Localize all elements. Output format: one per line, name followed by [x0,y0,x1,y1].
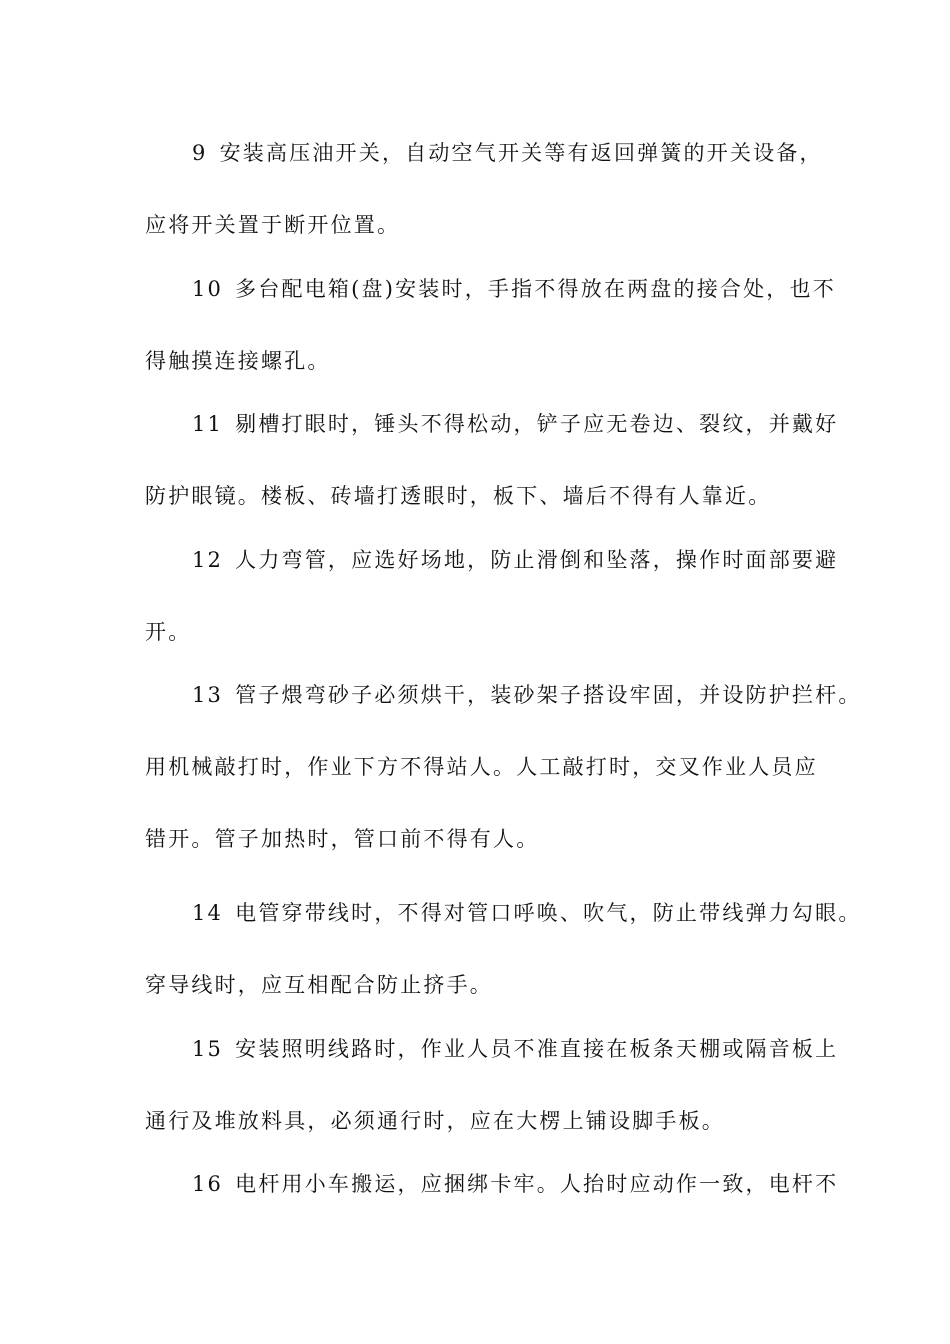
item-10-first-line [0,274,950,304]
item-16-text: 电杆用小车搬运，应捆绑卡牢。人抬时应动作一致，电杆不 [235,1172,839,1196]
item-14-text: 电管穿带线时，不得对管口呼唤、吹气，防止带线弹力勾眼。 [235,901,862,925]
item-9-first-line [0,138,950,168]
item-11-number: 11 [192,412,224,436]
item-10-cont-line: 得触摸连接螺孔。 [145,349,331,373]
item-15-text: 安装照明线路时，作业人员不准直接在板条天棚或隔音板上 [235,1037,839,1061]
item-14-first-line [0,898,950,928]
item-11-first-line [0,409,950,439]
item-13-cont-line-1: 用机械敲打时，作业下方不得站人。人工敲打时，交叉作业人员应 [145,755,818,779]
item-9-cont-line: 应将开关置于断开位置。 [145,213,401,237]
item-12-cont-line: 开。 [145,620,192,644]
item-14-number: 14 [192,901,224,925]
item-9-text: 安装高压油开关，自动空气开关等有返回弹簧的开关设备， [219,141,823,165]
item-16-first-line [0,1169,950,1199]
item-13-text: 管子煨弯砂子必须烘干，装砂架子搭设牢固，并设防护拦杆。 [235,683,862,707]
item-12-number: 12 [192,548,224,572]
item-10-text: 多台配电箱(盘)安装时，手指不得放在两盘的接合处，也不 [235,277,836,301]
item-11-text: 剔槽打眼时，锤头不得松动，铲子应无卷边、裂纹，并戴好 [235,412,839,436]
item-10-number: 10 [192,277,224,301]
item-16-number: 16 [192,1172,224,1196]
item-15-cont-line: 通行及堆放料具，必须通行时，应在大楞上铺设脚手板。 [145,1109,725,1133]
item-15-first-line [0,1034,950,1064]
item-12-text: 人力弯管，应选好场地，防止滑倒和坠落，操作时面部要避 [235,548,839,572]
item-14-cont-line: 穿导线时，应互相配合防止挤手。 [145,973,493,997]
item-15-number: 15 [192,1037,224,1061]
item-12-first-line [0,545,950,575]
item-13-cont-line-2: 错开。管子加热时，管口前不得有人。 [145,827,540,851]
item-13-number: 13 [192,683,224,707]
item-11-cont-line: 防护眼镜。楼板、砖墙打透眼时，板下、墙后不得有人靠近。 [145,484,772,508]
item-13-first-line [0,680,950,710]
item-9-number: 9 [192,141,208,165]
